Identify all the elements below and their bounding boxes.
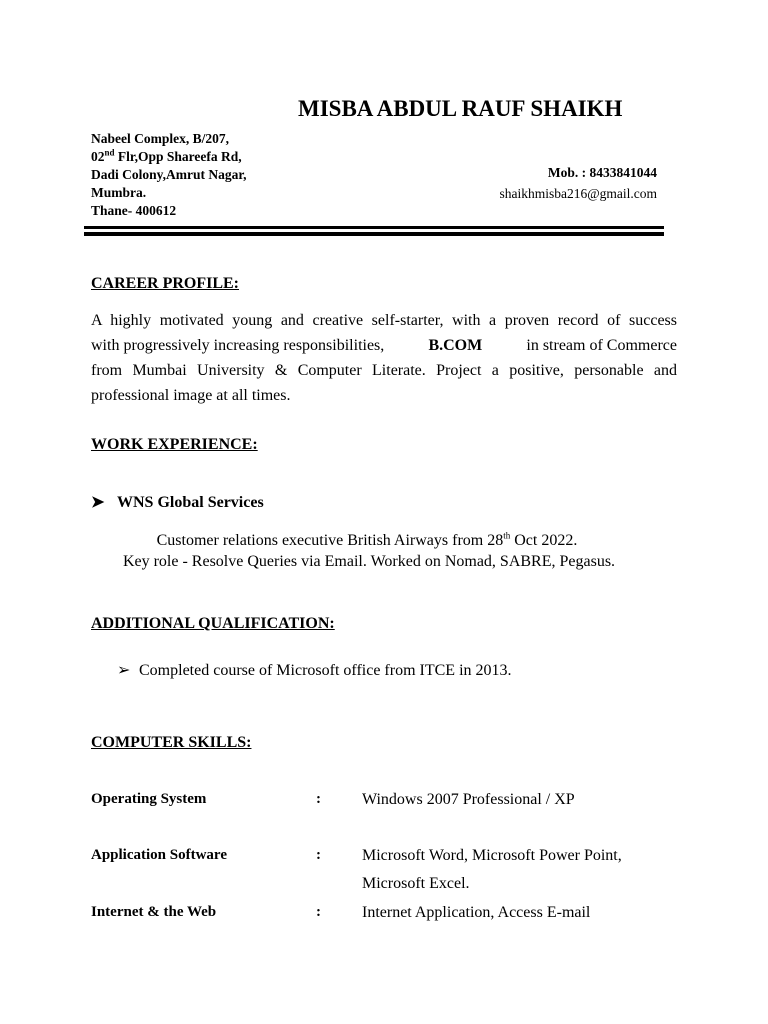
job-role-text: Customer relations executive British Airways from 28: [156, 532, 504, 549]
career-profile-heading: CAREER PROFILE:: [91, 275, 240, 292]
header-rule-bottom: [84, 232, 664, 236]
address-line-2: [91, 148, 247, 166]
career-line-1: A highly motivated young and creative self-starter, with a proven record of success: [91, 312, 677, 329]
computer-skills-heading: COMPUTER SKILLS:: [91, 734, 252, 751]
address-line-4: Mumbra.: [91, 185, 147, 200]
address-street: Flr,Opp Shareefa Rd,: [114, 149, 242, 164]
key-role: Key role - Resolve Queries via Email. Worked on Nomad, SABRE, Pegasus.: [122, 553, 616, 570]
date-suffix: th: [503, 530, 511, 541]
company-item: [91, 492, 264, 512]
skill-colon: :: [316, 847, 321, 863]
skill-value-software: [362, 842, 622, 898]
skill-label-os: Operating System: [91, 791, 207, 807]
additional-qualification-heading: ADDITIONAL QUALIFICATION:: [91, 615, 335, 632]
career-profile-text: [91, 308, 677, 408]
work-experience-heading: WORK EXPERIENCE:: [91, 436, 258, 453]
career-line-2: [91, 333, 677, 358]
skill-value-software-line-1: Microsoft Word, Microsoft Power Point,: [362, 847, 622, 864]
address-line-5: Thane- 400612: [91, 203, 177, 218]
career-line-2-end: in stream of Commerce: [526, 337, 677, 354]
company-name: WNS Global Services: [117, 494, 264, 511]
address-floor-suffix: nd: [104, 147, 115, 158]
arrow-bullet-icon: ➤: [91, 494, 105, 511]
career-line-2-start: with progressively increasing responsibilities,: [91, 337, 385, 354]
mobile-number: Mob. : 8433841044: [547, 165, 657, 180]
qualification-text: Completed course of Microsoft office from ITCE in 2013.: [139, 662, 512, 679]
header-rule-top: [84, 226, 664, 229]
job-role: [0, 532, 751, 550]
skill-colon: :: [316, 791, 321, 807]
skill-value-internet: Internet Application, Access E-mail: [362, 904, 591, 921]
skill-value-software-line-2: Microsoft Excel.: [362, 875, 470, 892]
qualification-item: [117, 660, 512, 680]
postal-address: [91, 130, 247, 220]
career-line-3: from Mumbai University & Computer Literate. Project a positive, personable and: [91, 362, 677, 379]
email-address[interactable]: shaikhmisba216@gmail.com: [499, 186, 657, 201]
job-start-date: Oct 2022.: [510, 532, 578, 549]
address-floor: 02: [91, 149, 105, 164]
address-line-3: Dadi Colony,Amrut Nagar,: [91, 167, 247, 182]
skill-label-internet: Internet & the Web: [91, 904, 217, 920]
skill-colon: :: [316, 904, 321, 920]
contact-block: [499, 162, 657, 204]
skill-value-os: Windows 2007 Professional / XP: [362, 791, 575, 808]
address-line-1: Nabeel Complex, B/207,: [91, 131, 229, 146]
resume-name: MISBA ABDUL RAUF SHAIKH: [298, 96, 623, 121]
career-line-4: professional image at all times.: [91, 387, 291, 404]
degree-name: B.COM: [428, 337, 483, 354]
skill-label-software: Application Software: [91, 847, 227, 863]
arrow-bullet-icon: ➢: [117, 662, 131, 679]
